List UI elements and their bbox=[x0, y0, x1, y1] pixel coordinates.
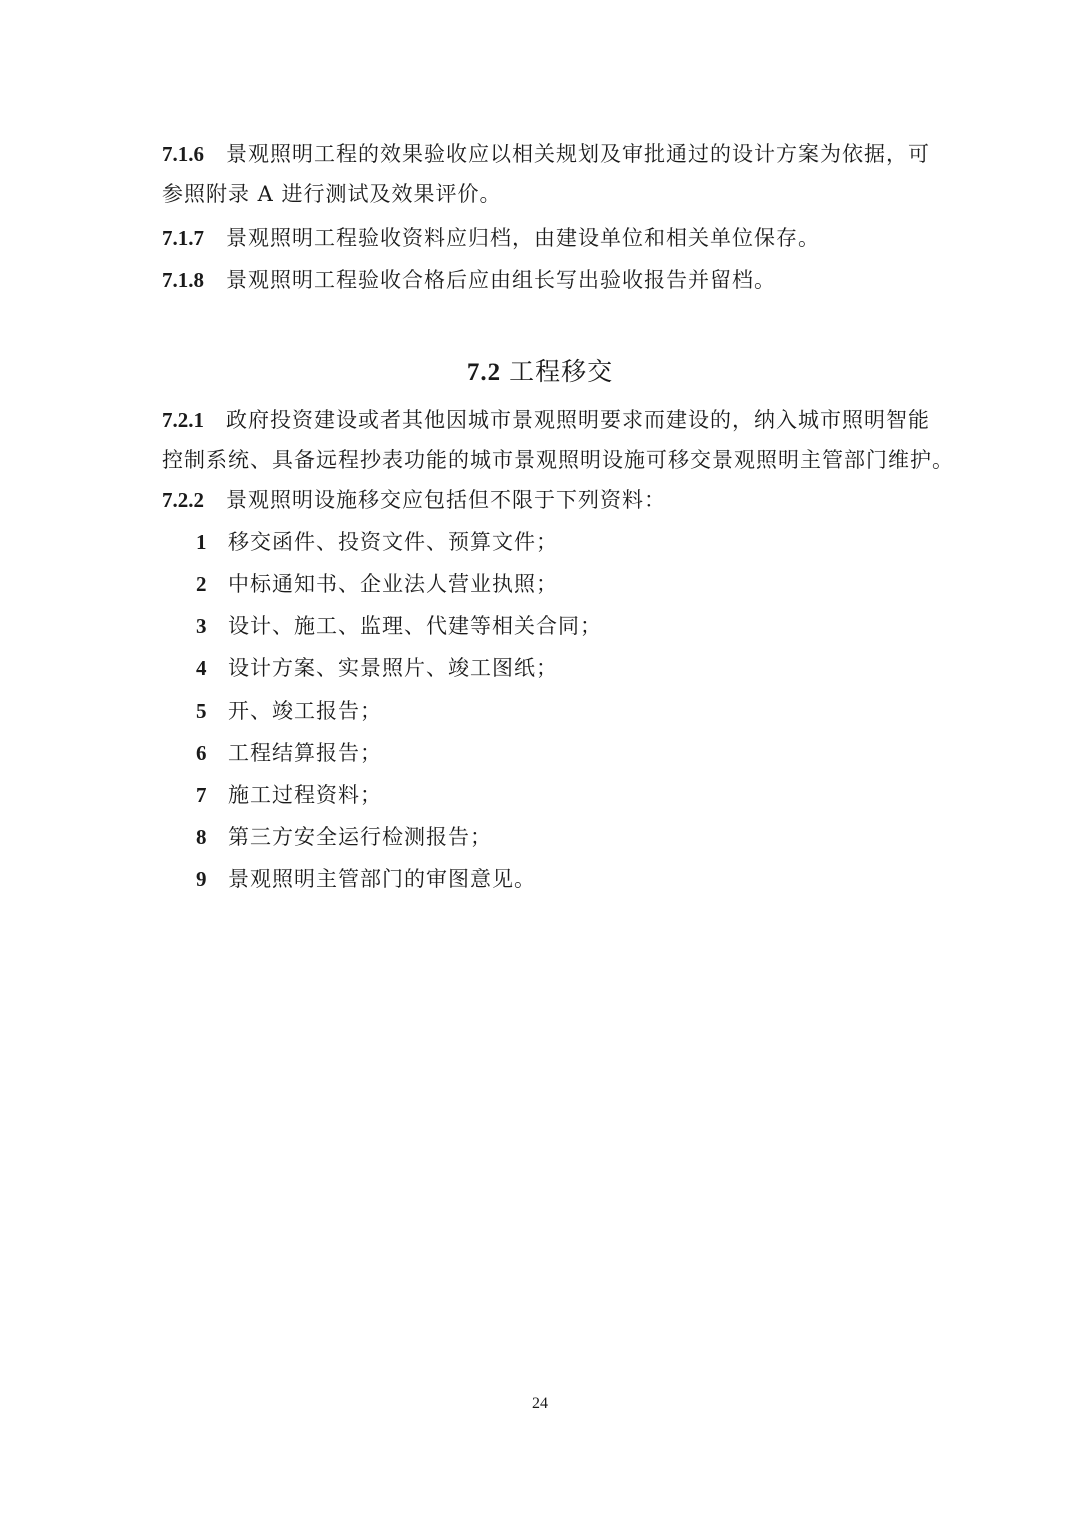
list-item-number: 8 bbox=[196, 825, 207, 849]
list-item-number: 2 bbox=[196, 572, 207, 596]
section-number: 7.2 bbox=[466, 359, 502, 386]
clause-text: 参照附录 A 进行测试及效果评价。 bbox=[162, 182, 502, 206]
list-item bbox=[196, 817, 492, 857]
clause-7-1-8 bbox=[162, 260, 922, 300]
list-item-text: 景观照明主管部门的审图意见。 bbox=[228, 867, 536, 891]
clause-text: 政府投资建设或者其他因城市景观照明要求而建设的，纳入城市照明智能 bbox=[226, 408, 930, 432]
list-item bbox=[196, 859, 536, 899]
clause-text: 景观照明设施移交应包括但不限于下列资料： bbox=[226, 488, 666, 512]
section-title-text: 工程移交 bbox=[509, 357, 614, 386]
clause-7-2-2 bbox=[162, 480, 922, 520]
list-item bbox=[196, 775, 382, 815]
list-item-text: 工程结算报告； bbox=[228, 741, 382, 765]
clause-text: 控制系统、具备远程抄表功能的城市景观照明设施可移交景观照明主管部门维护。 bbox=[162, 448, 954, 472]
list-item-number: 6 bbox=[196, 741, 207, 765]
clause-line bbox=[162, 218, 922, 258]
list-item-text: 第三方安全运行检测报告； bbox=[228, 825, 492, 849]
list-item bbox=[196, 522, 558, 562]
list-item bbox=[196, 733, 382, 773]
list-item-number: 7 bbox=[196, 783, 207, 807]
clause-number: 7.2.2 bbox=[162, 488, 204, 512]
list-item-number: 3 bbox=[196, 614, 207, 638]
list-item-text: 中标通知书、企业法人营业执照； bbox=[228, 572, 558, 596]
clause-text: 景观照明工程验收资料应归档，由建设单位和相关单位保存。 bbox=[226, 226, 820, 250]
list-item-text: 设计方案、实景照片、竣工图纸； bbox=[228, 656, 558, 680]
list-item bbox=[196, 564, 558, 604]
clause-number: 7.1.7 bbox=[162, 226, 204, 250]
clause-number: 7.1.8 bbox=[162, 268, 204, 292]
list-item bbox=[196, 691, 382, 731]
clause-line bbox=[162, 480, 922, 520]
list-item-text: 开、竣工报告； bbox=[228, 699, 382, 723]
section-heading bbox=[0, 352, 1080, 393]
clause-7-2-1 bbox=[162, 400, 954, 480]
list-item-text: 移交函件、投资文件、预算文件； bbox=[228, 530, 558, 554]
list-item-number: 1 bbox=[196, 530, 207, 554]
list-item-number: 5 bbox=[196, 699, 207, 723]
list-item-text: 设计、施工、监理、代建等相关合同； bbox=[228, 614, 602, 638]
clause-line bbox=[162, 260, 922, 300]
page-number: 24 bbox=[532, 1395, 548, 1412]
list-item-text: 施工过程资料； bbox=[228, 783, 382, 807]
clause-line bbox=[162, 134, 930, 174]
clause-number: 7.1.6 bbox=[162, 142, 204, 166]
list-item-number: 9 bbox=[196, 867, 207, 891]
list-item-number: 4 bbox=[196, 656, 207, 680]
clause-line bbox=[162, 400, 930, 440]
clause-text: 景观照明工程的效果验收应以相关规划及审批通过的设计方案为依据，可 bbox=[226, 142, 930, 166]
list-item bbox=[196, 606, 602, 646]
clause-7-1-7 bbox=[162, 218, 922, 258]
clause-number: 7.2.1 bbox=[162, 408, 204, 432]
clause-text: 景观照明工程验收合格后应由组长写出验收报告并留档。 bbox=[226, 268, 776, 292]
clause-7-1-6 bbox=[162, 134, 930, 214]
list-item bbox=[196, 648, 558, 688]
